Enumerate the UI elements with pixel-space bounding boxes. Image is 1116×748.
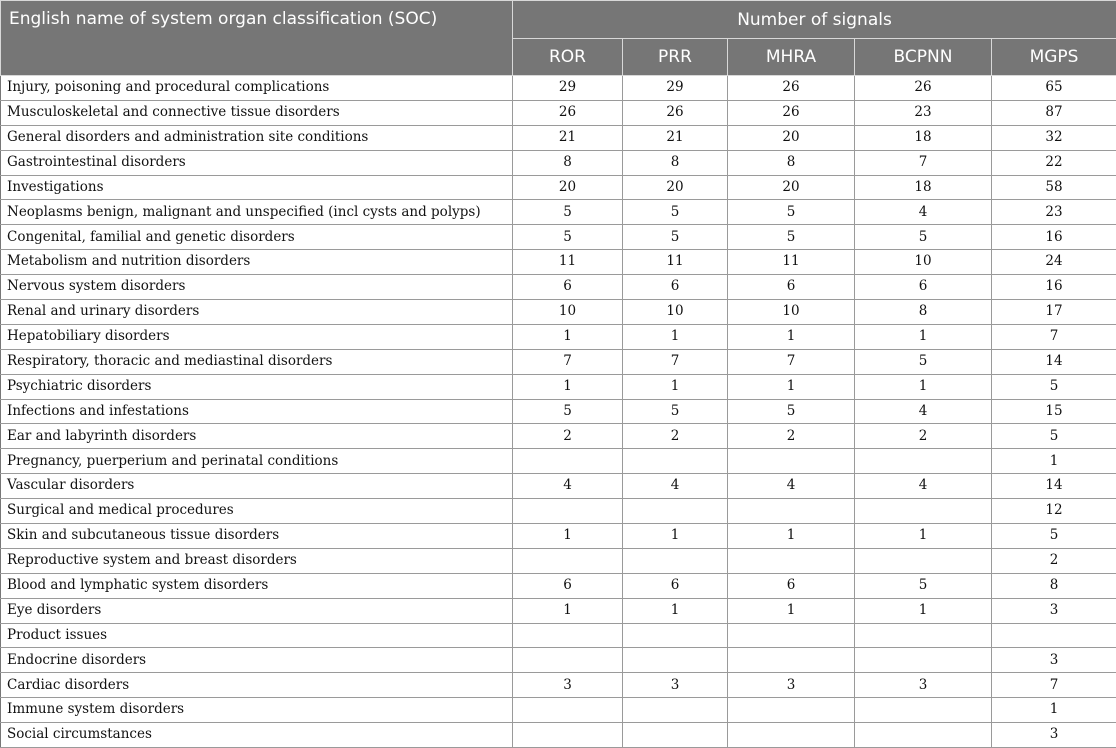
prr-value-cell: 20 <box>623 175 728 200</box>
mgps-value-cell: 3 <box>992 598 1116 623</box>
ror-value-cell: 1 <box>513 324 623 349</box>
soc-name-cell: General disorders and administration site conditions <box>1 125 513 150</box>
table-row <box>1 100 1116 125</box>
prr-value-cell: 1 <box>623 324 728 349</box>
ror-value-cell: 8 <box>513 150 623 175</box>
table-row <box>1 548 1116 573</box>
bcpnn-value-cell: 3 <box>855 673 992 698</box>
mhra-value-cell: 26 <box>728 76 855 101</box>
ror-value-cell <box>513 698 623 723</box>
ror-value-cell <box>513 548 623 573</box>
soc-name-cell: Infections and infestations <box>1 399 513 424</box>
soc-name-cell: Reproductive system and breast disorders <box>1 548 513 573</box>
mgps-value-cell: 5 <box>992 374 1116 399</box>
ror-value-cell: 1 <box>513 524 623 549</box>
prr-value-cell: 10 <box>623 300 728 325</box>
bcpnn-value-cell <box>855 648 992 673</box>
soc-name-cell: Investigations <box>1 175 513 200</box>
mgps-value-cell: 7 <box>992 324 1116 349</box>
soc-name-cell: Eye disorders <box>1 598 513 623</box>
ror-value-cell: 21 <box>513 125 623 150</box>
bcpnn-value-cell: 5 <box>855 573 992 598</box>
soc-name-cell: Congenital, familial and genetic disorders <box>1 225 513 250</box>
soc-name-cell: Blood and lymphatic system disorders <box>1 573 513 598</box>
prr-value-cell <box>623 698 728 723</box>
mgps-value-cell: 1 <box>992 698 1116 723</box>
mhra-value-cell: 8 <box>728 150 855 175</box>
mgps-value-cell: 16 <box>992 275 1116 300</box>
mhra-value-cell: 1 <box>728 374 855 399</box>
ror-value-cell: 1 <box>513 598 623 623</box>
column-header-mhra: MHRA <box>728 39 855 76</box>
mhra-value-cell: 1 <box>728 524 855 549</box>
mhra-value-cell <box>728 499 855 524</box>
bcpnn-value-cell: 4 <box>855 200 992 225</box>
mgps-value-cell: 12 <box>992 499 1116 524</box>
soc-name-cell: Social circumstances <box>1 723 513 748</box>
table-row <box>1 698 1116 723</box>
ror-value-cell: 11 <box>513 250 623 275</box>
mgps-value-cell: 65 <box>992 76 1116 101</box>
ror-value-cell: 10 <box>513 300 623 325</box>
soc-name-cell: Pregnancy, puerperium and perinatal conditions <box>1 449 513 474</box>
mhra-value-cell: 5 <box>728 200 855 225</box>
table-row <box>1 524 1116 549</box>
soc-name-cell: Skin and subcutaneous tissue disorders <box>1 524 513 549</box>
mgps-value-cell: 1 <box>992 449 1116 474</box>
mgps-value-cell: 14 <box>992 474 1116 499</box>
mgps-value-cell: 17 <box>992 300 1116 325</box>
mhra-value-cell: 4 <box>728 474 855 499</box>
mhra-value-cell <box>728 623 855 648</box>
mhra-value-cell: 6 <box>728 573 855 598</box>
prr-value-cell: 5 <box>623 225 728 250</box>
table-row <box>1 150 1116 175</box>
prr-value-cell: 5 <box>623 399 728 424</box>
mgps-value-cell: 14 <box>992 349 1116 374</box>
mhra-value-cell <box>728 723 855 748</box>
table-row <box>1 573 1116 598</box>
mhra-value-cell: 6 <box>728 275 855 300</box>
table-row <box>1 275 1116 300</box>
soc-name-cell: Renal and urinary disorders <box>1 300 513 325</box>
bcpnn-value-cell: 18 <box>855 175 992 200</box>
prr-value-cell <box>623 548 728 573</box>
ror-value-cell: 5 <box>513 200 623 225</box>
bcpnn-value-cell: 1 <box>855 324 992 349</box>
mgps-value-cell: 3 <box>992 648 1116 673</box>
ror-value-cell: 6 <box>513 275 623 300</box>
mgps-value-cell: 7 <box>992 673 1116 698</box>
prr-value-cell: 1 <box>623 374 728 399</box>
mgps-value-cell: 8 <box>992 573 1116 598</box>
column-header-bcpnn: BCPNN <box>855 39 992 76</box>
prr-value-cell: 4 <box>623 474 728 499</box>
table-row <box>1 349 1116 374</box>
soc-name-cell: Cardiac disorders <box>1 673 513 698</box>
table-row <box>1 175 1116 200</box>
table-row <box>1 399 1116 424</box>
prr-value-cell: 1 <box>623 598 728 623</box>
mgps-value-cell: 58 <box>992 175 1116 200</box>
bcpnn-value-cell: 10 <box>855 250 992 275</box>
bcpnn-value-cell <box>855 499 992 524</box>
table-row <box>1 474 1116 499</box>
bcpnn-value-cell <box>855 723 992 748</box>
ror-value-cell: 3 <box>513 673 623 698</box>
soc-name-cell: Immune system disorders <box>1 698 513 723</box>
bcpnn-value-cell <box>855 623 992 648</box>
bcpnn-value-cell: 8 <box>855 300 992 325</box>
mgps-value-cell: 5 <box>992 524 1116 549</box>
mgps-value-cell: 23 <box>992 200 1116 225</box>
mhra-value-cell: 1 <box>728 324 855 349</box>
table-row <box>1 300 1116 325</box>
mgps-value-cell: 24 <box>992 250 1116 275</box>
mhra-value-cell <box>728 698 855 723</box>
bcpnn-value-cell: 18 <box>855 125 992 150</box>
mhra-value-cell <box>728 449 855 474</box>
mgps-value-cell: 15 <box>992 399 1116 424</box>
bcpnn-value-cell: 1 <box>855 598 992 623</box>
mgps-value-cell: 87 <box>992 100 1116 125</box>
soc-name-cell: Musculoskeletal and connective tissue disorders <box>1 100 513 125</box>
bcpnn-value-cell: 2 <box>855 424 992 449</box>
prr-value-cell: 29 <box>623 76 728 101</box>
bcpnn-value-cell: 6 <box>855 275 992 300</box>
ror-value-cell <box>513 623 623 648</box>
mhra-value-cell <box>728 648 855 673</box>
mhra-value-cell <box>728 548 855 573</box>
mgps-value-cell: 16 <box>992 225 1116 250</box>
bcpnn-value-cell <box>855 449 992 474</box>
prr-value-cell: 26 <box>623 100 728 125</box>
mhra-value-cell: 5 <box>728 225 855 250</box>
soc-name-cell: Psychiatric disorders <box>1 374 513 399</box>
mhra-value-cell: 10 <box>728 300 855 325</box>
table-row <box>1 673 1116 698</box>
table-row <box>1 499 1116 524</box>
table-row <box>1 424 1116 449</box>
ror-value-cell: 20 <box>513 175 623 200</box>
bcpnn-value-cell <box>855 698 992 723</box>
mhra-value-cell: 26 <box>728 100 855 125</box>
soc-name-cell: Gastrointestinal disorders <box>1 150 513 175</box>
mgps-value-cell: 22 <box>992 150 1116 175</box>
bcpnn-value-cell: 1 <box>855 374 992 399</box>
mhra-value-cell: 11 <box>728 250 855 275</box>
mgps-value-cell: 3 <box>992 723 1116 748</box>
mhra-value-cell: 20 <box>728 125 855 150</box>
soc-name-cell: Injury, poisoning and procedural complications <box>1 76 513 101</box>
prr-value-cell <box>623 499 728 524</box>
column-header-ror: ROR <box>513 39 623 76</box>
bcpnn-value-cell: 1 <box>855 524 992 549</box>
table-row <box>1 723 1116 748</box>
ror-value-cell: 5 <box>513 399 623 424</box>
table-body <box>1 76 1116 748</box>
mgps-value-cell: 2 <box>992 548 1116 573</box>
soc-name-cell: Neoplasms benign, malignant and unspecified (incl cysts and polyps) <box>1 200 513 225</box>
prr-value-cell: 1 <box>623 524 728 549</box>
mgps-value-cell: 32 <box>992 125 1116 150</box>
prr-value-cell: 5 <box>623 200 728 225</box>
prr-value-cell <box>623 723 728 748</box>
table-row <box>1 449 1116 474</box>
table-row <box>1 76 1116 101</box>
prr-value-cell <box>623 648 728 673</box>
column-header-mgps: MGPS <box>992 39 1116 76</box>
table-row <box>1 225 1116 250</box>
ror-value-cell: 1 <box>513 374 623 399</box>
prr-value-cell: 8 <box>623 150 728 175</box>
soc-name-cell: Metabolism and nutrition disorders <box>1 250 513 275</box>
mhra-value-cell: 3 <box>728 673 855 698</box>
bcpnn-value-cell: 4 <box>855 399 992 424</box>
ror-value-cell: 2 <box>513 424 623 449</box>
ror-value-cell: 6 <box>513 573 623 598</box>
table-header <box>1 1 1116 76</box>
prr-value-cell: 6 <box>623 275 728 300</box>
soc-name-cell: Vascular disorders <box>1 474 513 499</box>
ror-value-cell <box>513 648 623 673</box>
mgps-value-cell: 5 <box>992 424 1116 449</box>
bcpnn-value-cell: 5 <box>855 225 992 250</box>
ror-value-cell <box>513 723 623 748</box>
soc-name-cell: Nervous system disorders <box>1 275 513 300</box>
table-row <box>1 598 1116 623</box>
table-row <box>1 324 1116 349</box>
soc-name-cell: Respiratory, thoracic and mediastinal disorders <box>1 349 513 374</box>
ror-value-cell: 29 <box>513 76 623 101</box>
ror-value-cell <box>513 499 623 524</box>
soc-column-header: English name of system organ classification (SOC) <box>1 1 513 76</box>
table-row <box>1 623 1116 648</box>
mhra-value-cell: 1 <box>728 598 855 623</box>
bcpnn-value-cell: 23 <box>855 100 992 125</box>
ror-value-cell <box>513 449 623 474</box>
prr-value-cell <box>623 449 728 474</box>
mgps-value-cell <box>992 623 1116 648</box>
prr-value-cell: 11 <box>623 250 728 275</box>
soc-name-cell: Hepatobiliary disorders <box>1 324 513 349</box>
bcpnn-value-cell <box>855 548 992 573</box>
prr-value-cell: 21 <box>623 125 728 150</box>
bcpnn-value-cell: 5 <box>855 349 992 374</box>
ror-value-cell: 7 <box>513 349 623 374</box>
mhra-value-cell: 2 <box>728 424 855 449</box>
ror-value-cell: 5 <box>513 225 623 250</box>
table-row <box>1 648 1116 673</box>
prr-value-cell: 7 <box>623 349 728 374</box>
table-row <box>1 250 1116 275</box>
soc-name-cell: Endocrine disorders <box>1 648 513 673</box>
mhra-value-cell: 5 <box>728 399 855 424</box>
bcpnn-value-cell: 7 <box>855 150 992 175</box>
ror-value-cell: 4 <box>513 474 623 499</box>
soc-name-cell: Surgical and medical procedures <box>1 499 513 524</box>
ror-value-cell: 26 <box>513 100 623 125</box>
prr-value-cell: 2 <box>623 424 728 449</box>
prr-value-cell <box>623 623 728 648</box>
bcpnn-value-cell: 26 <box>855 76 992 101</box>
prr-value-cell: 6 <box>623 573 728 598</box>
signals-group-header: Number of signals <box>513 1 1116 39</box>
soc-name-cell: Product issues <box>1 623 513 648</box>
mhra-value-cell: 7 <box>728 349 855 374</box>
bcpnn-value-cell: 4 <box>855 474 992 499</box>
table-row <box>1 125 1116 150</box>
prr-value-cell: 3 <box>623 673 728 698</box>
table-row <box>1 374 1116 399</box>
mhra-value-cell: 20 <box>728 175 855 200</box>
soc-name-cell: Ear and labyrinth disorders <box>1 424 513 449</box>
column-header-prr: PRR <box>623 39 728 76</box>
table-row <box>1 200 1116 225</box>
